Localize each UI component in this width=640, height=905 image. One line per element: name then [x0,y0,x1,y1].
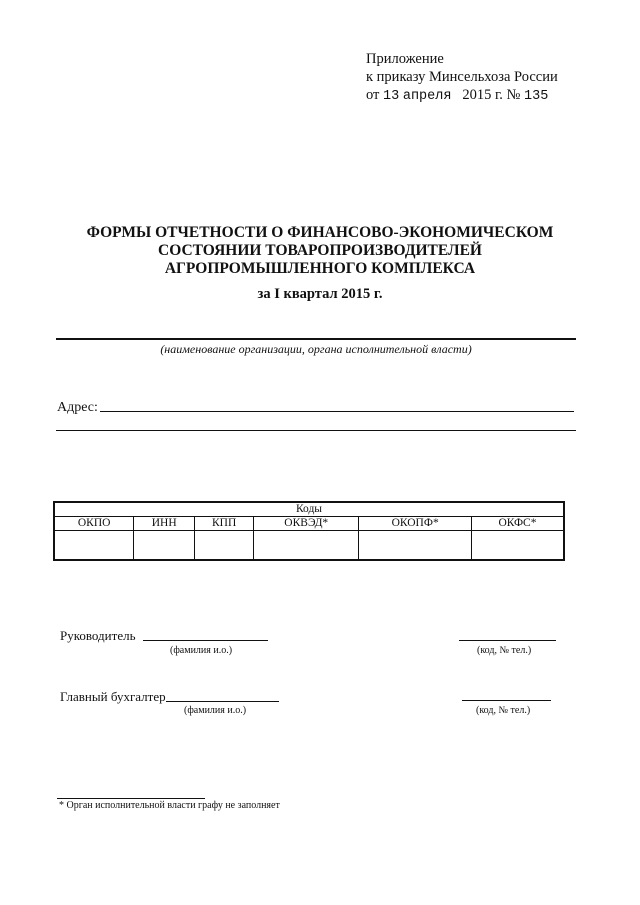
director-name-field[interactable] [143,640,268,641]
code-header-okved: ОКВЭД* [254,517,359,531]
accountant-phone-caption: (код, № тел.) [476,705,531,716]
date-day: 13 [383,89,400,104]
footnote-divider [57,798,205,799]
order-number: 135 [524,89,549,104]
footnote: * Орган исполнительной власти графу не заполняет [59,800,280,811]
code-value-okved[interactable] [254,531,359,561]
code-header-kpp: КПП [195,517,254,531]
code-value-okfs[interactable] [472,531,565,561]
document-title [40,224,600,278]
organization-caption: (наименование организации, органа исполнительной власти) [160,342,472,356]
organization-name-field[interactable] [56,338,576,340]
code-header-inn: ИНН [134,517,195,531]
address-field[interactable] [100,411,574,412]
code-header-okopf: ОКОПФ* [359,517,472,531]
codes-table [53,501,565,561]
title-line-3: АГРОПРОМЫШЛЕННОГО КОМПЛЕКСА [164,260,476,277]
date-year: 2015 г. № [462,87,521,103]
code-header-okpo: ОКПО [54,517,134,531]
accountant-phone-field[interactable] [462,700,551,701]
appendix-date-line [366,86,558,106]
title-line-1: ФОРМЫ ОТЧЕТНОСТИ О ФИНАНСОВО-ЭКОНОМИЧЕСКОМ [86,224,554,241]
code-value-okopf[interactable] [359,531,472,561]
code-value-okpo[interactable] [54,531,134,561]
codes-value-row [54,531,564,561]
date-prefix: от [366,87,380,103]
accountant-label: Главный бухгалтер [60,689,166,704]
director-phone-caption: (код, № тел.) [477,645,532,656]
date-month: апреля [402,89,452,104]
accountant-name-field[interactable] [166,701,279,702]
address-field-continued[interactable] [56,430,576,431]
director-label: Руководитель [60,628,136,643]
code-header-okfs: ОКФС* [472,517,565,531]
director-name-caption: (фамилия и.о.) [170,645,233,656]
report-period: за I квартал 2015 г. [257,286,383,302]
appendix-order-ref: к приказу Минсельхоза России [366,69,558,85]
codes-header-row [54,517,564,531]
appendix-header [366,50,558,106]
codes-table-title: Коды [54,502,564,517]
director-phone-field[interactable] [459,640,556,641]
accountant-name-caption: (фамилия и.о.) [184,705,247,716]
code-value-kpp[interactable] [195,531,254,561]
title-line-2: СОСТОЯНИИ ТОВАРОПРОИЗВОДИТЕЛЕЙ [158,242,482,259]
appendix-title: Приложение [366,51,444,67]
address-label: Адрес: [57,400,98,415]
code-value-inn[interactable] [134,531,195,561]
